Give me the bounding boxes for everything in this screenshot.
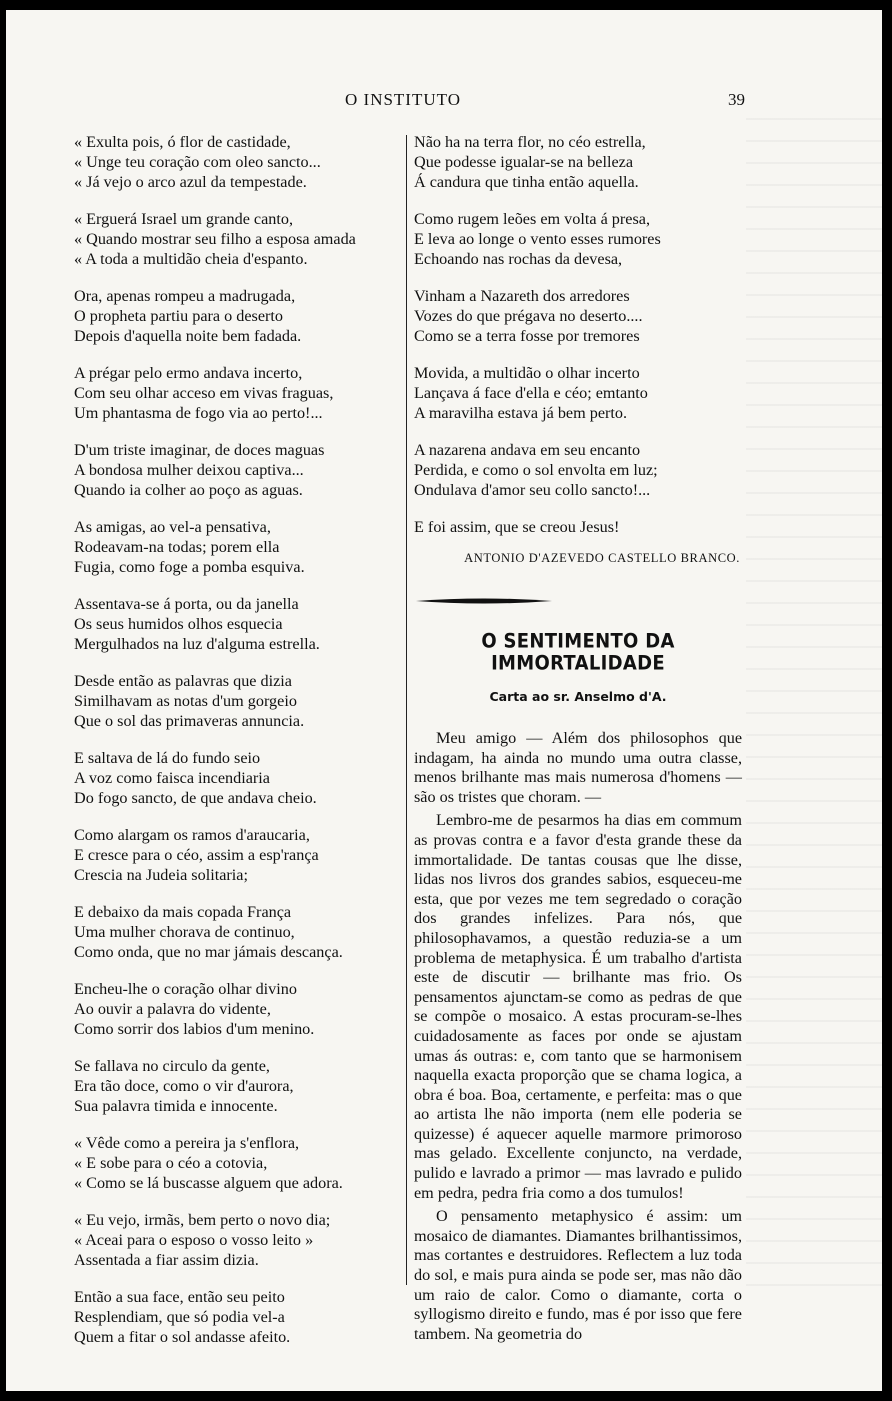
verse-line: D'um triste imaginar, de doces maguas [74, 441, 325, 459]
verse-line: Assentava-se á porta, ou da janella [74, 595, 299, 613]
verse-line: Crescia na Judeia solitaria; [74, 866, 248, 884]
verse-line: E foi assim, que se creou Jesus! [414, 518, 620, 536]
verse-line: Desde então as palavras que dizia [74, 672, 292, 690]
verse-line: E cresce para o céo, assim a esp'rança [74, 846, 319, 864]
verse-line: Echoando nas rochas da devesa, [414, 250, 623, 268]
verse-line: Uma mulher chorava de continuo, [74, 923, 295, 941]
verse-line: Os seus humidos olhos esquecia [74, 615, 283, 633]
verse-line: Um phantasma de fogo via ao perto!... [74, 404, 323, 422]
verse-line: Não ha na terra flor, no céo estrella, [414, 133, 646, 151]
verse-line: Quem a fitar o sol andasse afeito. [74, 1328, 291, 1346]
verse-line: A maravilha estava já bem perto. [414, 404, 628, 422]
verse-line: Ao ouvir a palavra do vidente, [74, 1000, 271, 1018]
verse-line: Do fogo sancto, de que andava cheio. [74, 789, 317, 807]
verse-line: Como se a terra fosse por tremores [414, 327, 640, 345]
verse-line: Que podesse igualar-se na belleza [414, 153, 634, 171]
journal-title: O INSTITUTO [345, 90, 461, 109]
verse-line: Vinham a Nazareth dos arredores [414, 287, 630, 305]
verse-line: Resplendiam, que só podia vel-a [74, 1308, 285, 1326]
verse-line: Com seu olhar acceso em vivas fraguas, [74, 384, 334, 402]
section-ornament-rule [414, 596, 554, 606]
verse-line: Rodeavam-na todas; porem ella [74, 538, 280, 556]
verse-line: Similhavam as notas d'um gorgeio [74, 692, 297, 710]
stanza [74, 132, 396, 192]
poem-signature: ANTONIO D'AZEVEDO CASTELLO BRANCO. [464, 551, 740, 565]
letter-paragraph: Meu amigo — Além dos philosophos que indagam, ha ainda no mundo uma outra classe, menos brilhante mas mais numerosa d'homens — são os tristes que choram. — [414, 729, 742, 806]
verse-line: A voz como faisca incendiaria [74, 769, 270, 787]
verse-line: Como sorrir dos labios d'um menino. [74, 1020, 315, 1038]
verse-line: Como alargam os ramos d'araucaria, [74, 826, 310, 844]
verse-line: Perdida, e como o sol envolta em luz; [414, 461, 658, 479]
verse-line: Depois d'aquella noite bem fadada. [74, 327, 302, 345]
verse-line: O propheta partiu para o deserto [74, 307, 284, 325]
verse-line: E leva ao longe o vento esses rumores [414, 230, 661, 248]
verse-line: « Quando mostrar seu filho a esposa amada [74, 230, 356, 248]
verse-line: A prégar pelo ermo andava incerto, [74, 364, 303, 382]
verse-line: Ondulava d'amor seu collo sancto!... [414, 481, 651, 499]
verse-line: Movida, a multidão o olhar incerto [414, 364, 640, 382]
stanza [74, 1133, 396, 1193]
stanza [414, 363, 742, 423]
verse-line: Então a sua face, então seu peito [74, 1288, 285, 1306]
stanza [414, 286, 742, 346]
stanza [74, 1056, 396, 1116]
verse-line: « A toda a multidão cheia d'espanto. [74, 250, 308, 268]
verse-line: Á candura que tinha então aquella. [414, 173, 639, 191]
stanza [74, 1287, 396, 1347]
verse-line: A nazarena andava em seu encanto [414, 441, 641, 459]
bleed-through-margin [746, 118, 882, 1298]
stanza [74, 671, 396, 731]
verse-line: As amigas, ao vel-a pensativa, [74, 518, 271, 536]
verse-line: Que o sol das primaveras annuncia. [74, 712, 305, 730]
page-number: 39 [728, 90, 745, 109]
verse-line: A bondosa mulher deixou captiva... [74, 461, 304, 479]
verse-line: Se fallava no circulo da gente, [74, 1057, 270, 1075]
verse-line: « Eu vejo, irmãs, bem perto o novo dia; [74, 1211, 331, 1229]
verse-line: Fugia, como foge a pomba esquiva. [74, 558, 305, 576]
stanza [414, 517, 742, 537]
section-title: O SENTIMENTO DA IMMORTALIDADE [481, 629, 675, 675]
verse-line: « Vêde como a pereira ja s'enflora, [74, 1134, 300, 1152]
verse-line: Como onda, que no mar jámais descança. [74, 943, 343, 961]
stanza [414, 209, 742, 269]
verse-line: Como rugem leões em volta á presa, [414, 210, 650, 228]
verse-line: Sua palavra timida e innocente. [74, 1097, 278, 1115]
stanza [74, 517, 396, 577]
stanza [74, 748, 396, 808]
stanza [414, 440, 742, 500]
stanza [74, 209, 396, 269]
verse-line: « Unge teu coração com oleo sancto... [74, 153, 321, 171]
stanza [74, 902, 396, 962]
verse-line: Mergulhados na luz d'alguma estrella. [74, 635, 320, 653]
letter-paragraph: O pensamento metaphysico é assim: um mosaico de diamantes. Diamantes brilhantissimos, mas cortantes e destruidores. Reflectem a luz toda do sol, e mais pura ainda se pode ser, mas não dão um raio de calor. Como o diamante, corta o syllogismo direito e fundo, mas é por isso que fere tambem. Na geometria do [414, 1207, 742, 1343]
newspaper-page [6, 10, 882, 1391]
verse-line: « Já vejo o arco azul da tempestade. [74, 173, 307, 191]
page-header [6, 90, 882, 114]
verse-line: « E sobe para o céo a cotovia, [74, 1154, 268, 1172]
stanza [74, 440, 396, 500]
stanza [74, 979, 396, 1039]
right-column-poem [414, 132, 742, 537]
verse-line: Assentada a fiar assim dizia. [74, 1251, 259, 1269]
letter-body [414, 729, 742, 1344]
column-divider [406, 135, 407, 1285]
stanza [74, 825, 396, 885]
stanza [414, 132, 742, 192]
verse-line: Quando ia colher ao poço as aguas. [74, 481, 303, 499]
verse-line: Vozes do que prégava no deserto.... [414, 307, 643, 325]
verse-line: E debaixo da mais copada França [74, 903, 292, 921]
left-column-poem [74, 132, 396, 1364]
right-column [414, 132, 742, 1348]
stanza [74, 363, 396, 423]
verse-line: « Exulta pois, ó flor de castidade, [74, 133, 291, 151]
verse-line: Lançava á face d'ella e céo; emtanto [414, 384, 648, 402]
section-subtitle: Carta ao sr. Anselmo d'A. [489, 689, 667, 704]
verse-line: Era tão doce, como o vir d'aurora, [74, 1077, 294, 1095]
stanza [74, 286, 396, 346]
verse-line: Encheu-lhe o coração olhar divino [74, 980, 297, 998]
verse-line: E saltava de lá do fundo seio [74, 749, 261, 767]
stanza [74, 594, 396, 654]
verse-line: « Erguerá Israel um grande canto, [74, 210, 294, 228]
stanza [74, 1210, 396, 1270]
verse-line: Ora, apenas rompeu a madrugada, [74, 287, 296, 305]
letter-paragraph: Lembro-me de pesarmos ha dias em commum as provas contra e a favor d'esta grande these da immortalidade. De tantas cousas que lhe disse, lidas nos livros dos grandes sabios, esqueceu-me esta, que por vezes me tem segredado o coração dos grandes infelizes. Para nós, que philosophavamos, a questão reduzia-se a um problema de metaphysica. É um trabalho d'artista este de discutir — brilhante mas frio. Os pensamentos ajunctam-se como as pedras de que se compõe o mosaico. A estas procuram-se-lhes cuidadosamente as faces por onde se ajustam umas ás outras: e, com tanto que se harmonisem naquella exacta proporção que se chama logica, a obra é boa. Boa, certamente, e perfeita: mas o que ao artista lhe não importa (nem elle poderia se quizesse) é aquecer aquelle marmore primoroso mas gelado. Excellente conjuncto, na verdade, pulido e lavrado a primor — mas lavrado e pulido em pedra, pedra fria como a dos tumulos! [414, 811, 742, 1202]
verse-line: « Aceai para o esposo o vosso leito » [74, 1231, 314, 1249]
verse-line: « Como se lá buscasse alguem que adora. [74, 1174, 343, 1192]
